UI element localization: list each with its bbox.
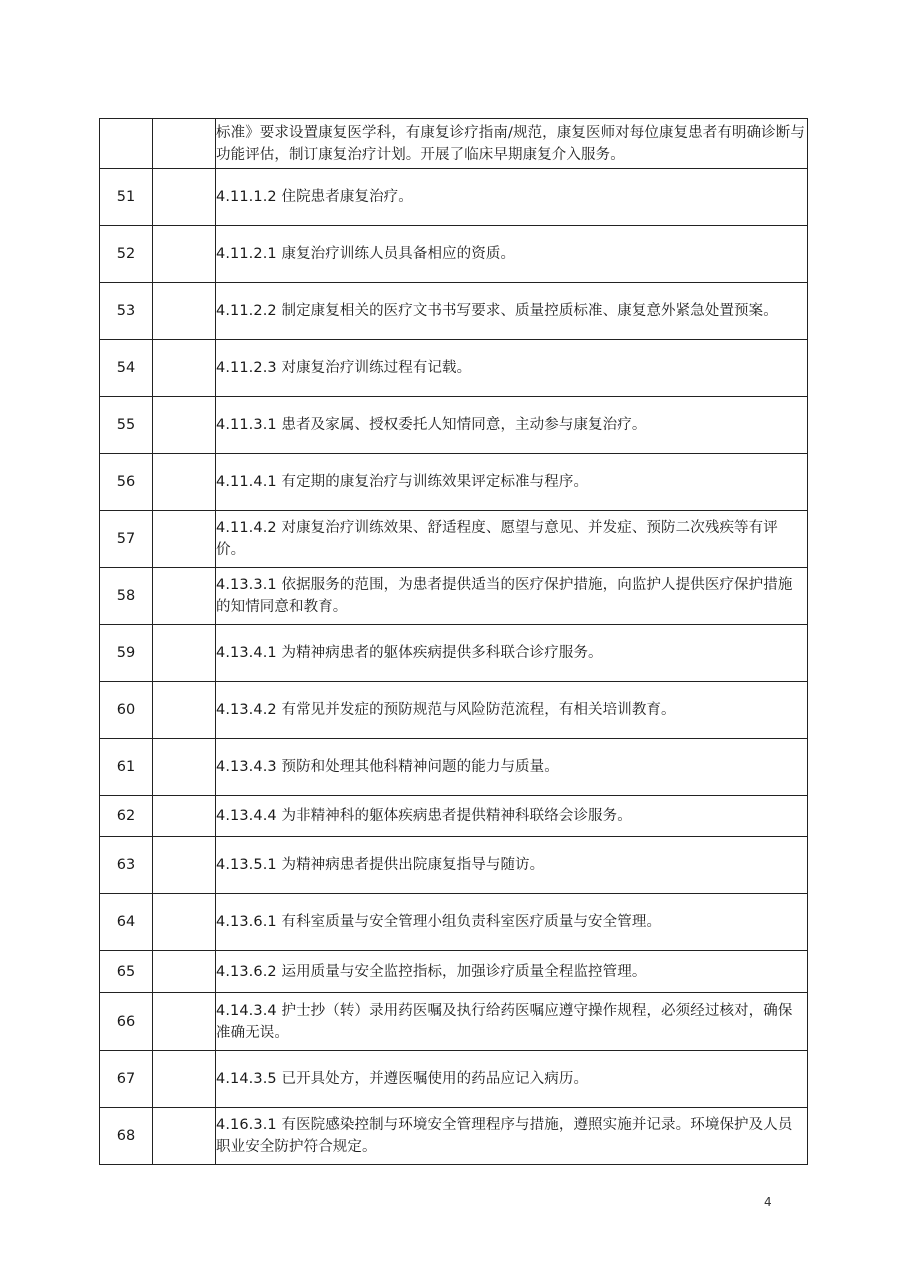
row-number: 64	[100, 894, 153, 951]
table-row	[100, 169, 808, 226]
row-text: 4.13.5.1 为精神病患者提供出院康复指导与随访。	[216, 837, 808, 894]
row-text: 4.13.3.1 依据服务的范围，为患者提供适当的医疗保护措施，向监护人提供医疗保护措施的知情同意和教育。	[216, 568, 808, 625]
row-text: 4.13.6.1 有科室质量与安全管理小组负责科室医疗质量与安全管理。	[216, 894, 808, 951]
row-text: 4.11.2.2 制定康复相关的医疗文书书写要求、质量控质标准、康复意外紧急处置预案。	[216, 283, 808, 340]
table-row	[100, 226, 808, 283]
table-row	[100, 796, 808, 837]
blank-cell	[153, 119, 216, 169]
table-row	[100, 951, 808, 993]
row-number: 54	[100, 340, 153, 397]
blank-cell	[153, 169, 216, 226]
row-number: 53	[100, 283, 153, 340]
requirements-table	[99, 118, 808, 1165]
row-number: 60	[100, 682, 153, 739]
row-number: 58	[100, 568, 153, 625]
blank-cell	[153, 739, 216, 796]
table-row	[100, 1108, 808, 1165]
table-row	[100, 1051, 808, 1108]
table-row	[100, 993, 808, 1051]
table-row	[100, 454, 808, 511]
row-number: 61	[100, 739, 153, 796]
blank-cell	[153, 796, 216, 837]
row-number: 66	[100, 993, 153, 1051]
row-text: 4.11.4.2 对康复治疗训练效果、舒适程度、愿望与意见、并发症、预防二次残疾等有评价。	[216, 511, 808, 568]
row-text: 4.11.4.1 有定期的康复治疗与训练效果评定标准与程序。	[216, 454, 808, 511]
row-text: 4.11.2.1 康复治疗训练人员具备相应的资质。	[216, 226, 808, 283]
row-text: 4.14.3.4 护士抄（转）录用药医嘱及执行给药医嘱应遵守操作规程，必须经过核对，确保准确无误。	[216, 993, 808, 1051]
blank-cell	[153, 226, 216, 283]
table-row	[100, 739, 808, 796]
table-row	[100, 119, 808, 169]
blank-cell	[153, 682, 216, 739]
blank-cell	[153, 340, 216, 397]
table-row	[100, 682, 808, 739]
row-number: 67	[100, 1051, 153, 1108]
row-text: 4.11.1.2 住院患者康复治疗。	[216, 169, 808, 226]
table-row	[100, 894, 808, 951]
table-row	[100, 511, 808, 568]
blank-cell	[153, 837, 216, 894]
blank-cell	[153, 894, 216, 951]
table-row	[100, 397, 808, 454]
blank-cell	[153, 397, 216, 454]
table-row	[100, 625, 808, 682]
blank-cell	[153, 1108, 216, 1165]
blank-cell	[153, 283, 216, 340]
row-text: 4.13.6.2 运用质量与安全监控指标，加强诊疗质量全程监控管理。	[216, 951, 808, 993]
row-text: 4.11.3.1 患者及家属、授权委托人知情同意，主动参与康复治疗。	[216, 397, 808, 454]
row-number: 55	[100, 397, 153, 454]
row-text: 4.14.3.5 已开具处方，并遵医嘱使用的药品应记入病历。	[216, 1051, 808, 1108]
blank-cell	[153, 568, 216, 625]
table-row	[100, 837, 808, 894]
row-text: 4.16.3.1 有医院感染控制与环境安全管理程序与措施，遵照实施并记录。环境保护及人员职业安全防护符合规定。	[216, 1108, 808, 1165]
page-number: 4	[764, 1195, 772, 1209]
row-number: 65	[100, 951, 153, 993]
blank-cell	[153, 511, 216, 568]
blank-cell	[153, 454, 216, 511]
blank-cell	[153, 993, 216, 1051]
row-text: 4.13.4.1 为精神病患者的躯体疾病提供多科联合诊疗服务。	[216, 625, 808, 682]
table-row	[100, 568, 808, 625]
row-number: 59	[100, 625, 153, 682]
row-number: 68	[100, 1108, 153, 1165]
table-row	[100, 340, 808, 397]
row-number	[100, 119, 153, 169]
row-text: 标准》要求设置康复医学科，有康复诊疗指南/规范，康复医师对每位康复患者有明确诊断与功能评估，制订康复治疗计划。开展了临床早期康复介入服务。	[216, 119, 808, 169]
row-number: 56	[100, 454, 153, 511]
blank-cell	[153, 1051, 216, 1108]
row-number: 57	[100, 511, 153, 568]
row-number: 62	[100, 796, 153, 837]
row-text: 4.11.2.3 对康复治疗训练过程有记载。	[216, 340, 808, 397]
blank-cell	[153, 625, 216, 682]
row-number: 51	[100, 169, 153, 226]
row-text: 4.13.4.3 预防和处理其他科精神问题的能力与质量。	[216, 739, 808, 796]
row-text: 4.13.4.4 为非精神科的躯体疾病患者提供精神科联络会诊服务。	[216, 796, 808, 837]
row-number: 52	[100, 226, 153, 283]
blank-cell	[153, 951, 216, 993]
row-text: 4.13.4.2 有常见并发症的预防规范与风险防范流程，有相关培训教育。	[216, 682, 808, 739]
table-row	[100, 283, 808, 340]
row-number: 63	[100, 837, 153, 894]
